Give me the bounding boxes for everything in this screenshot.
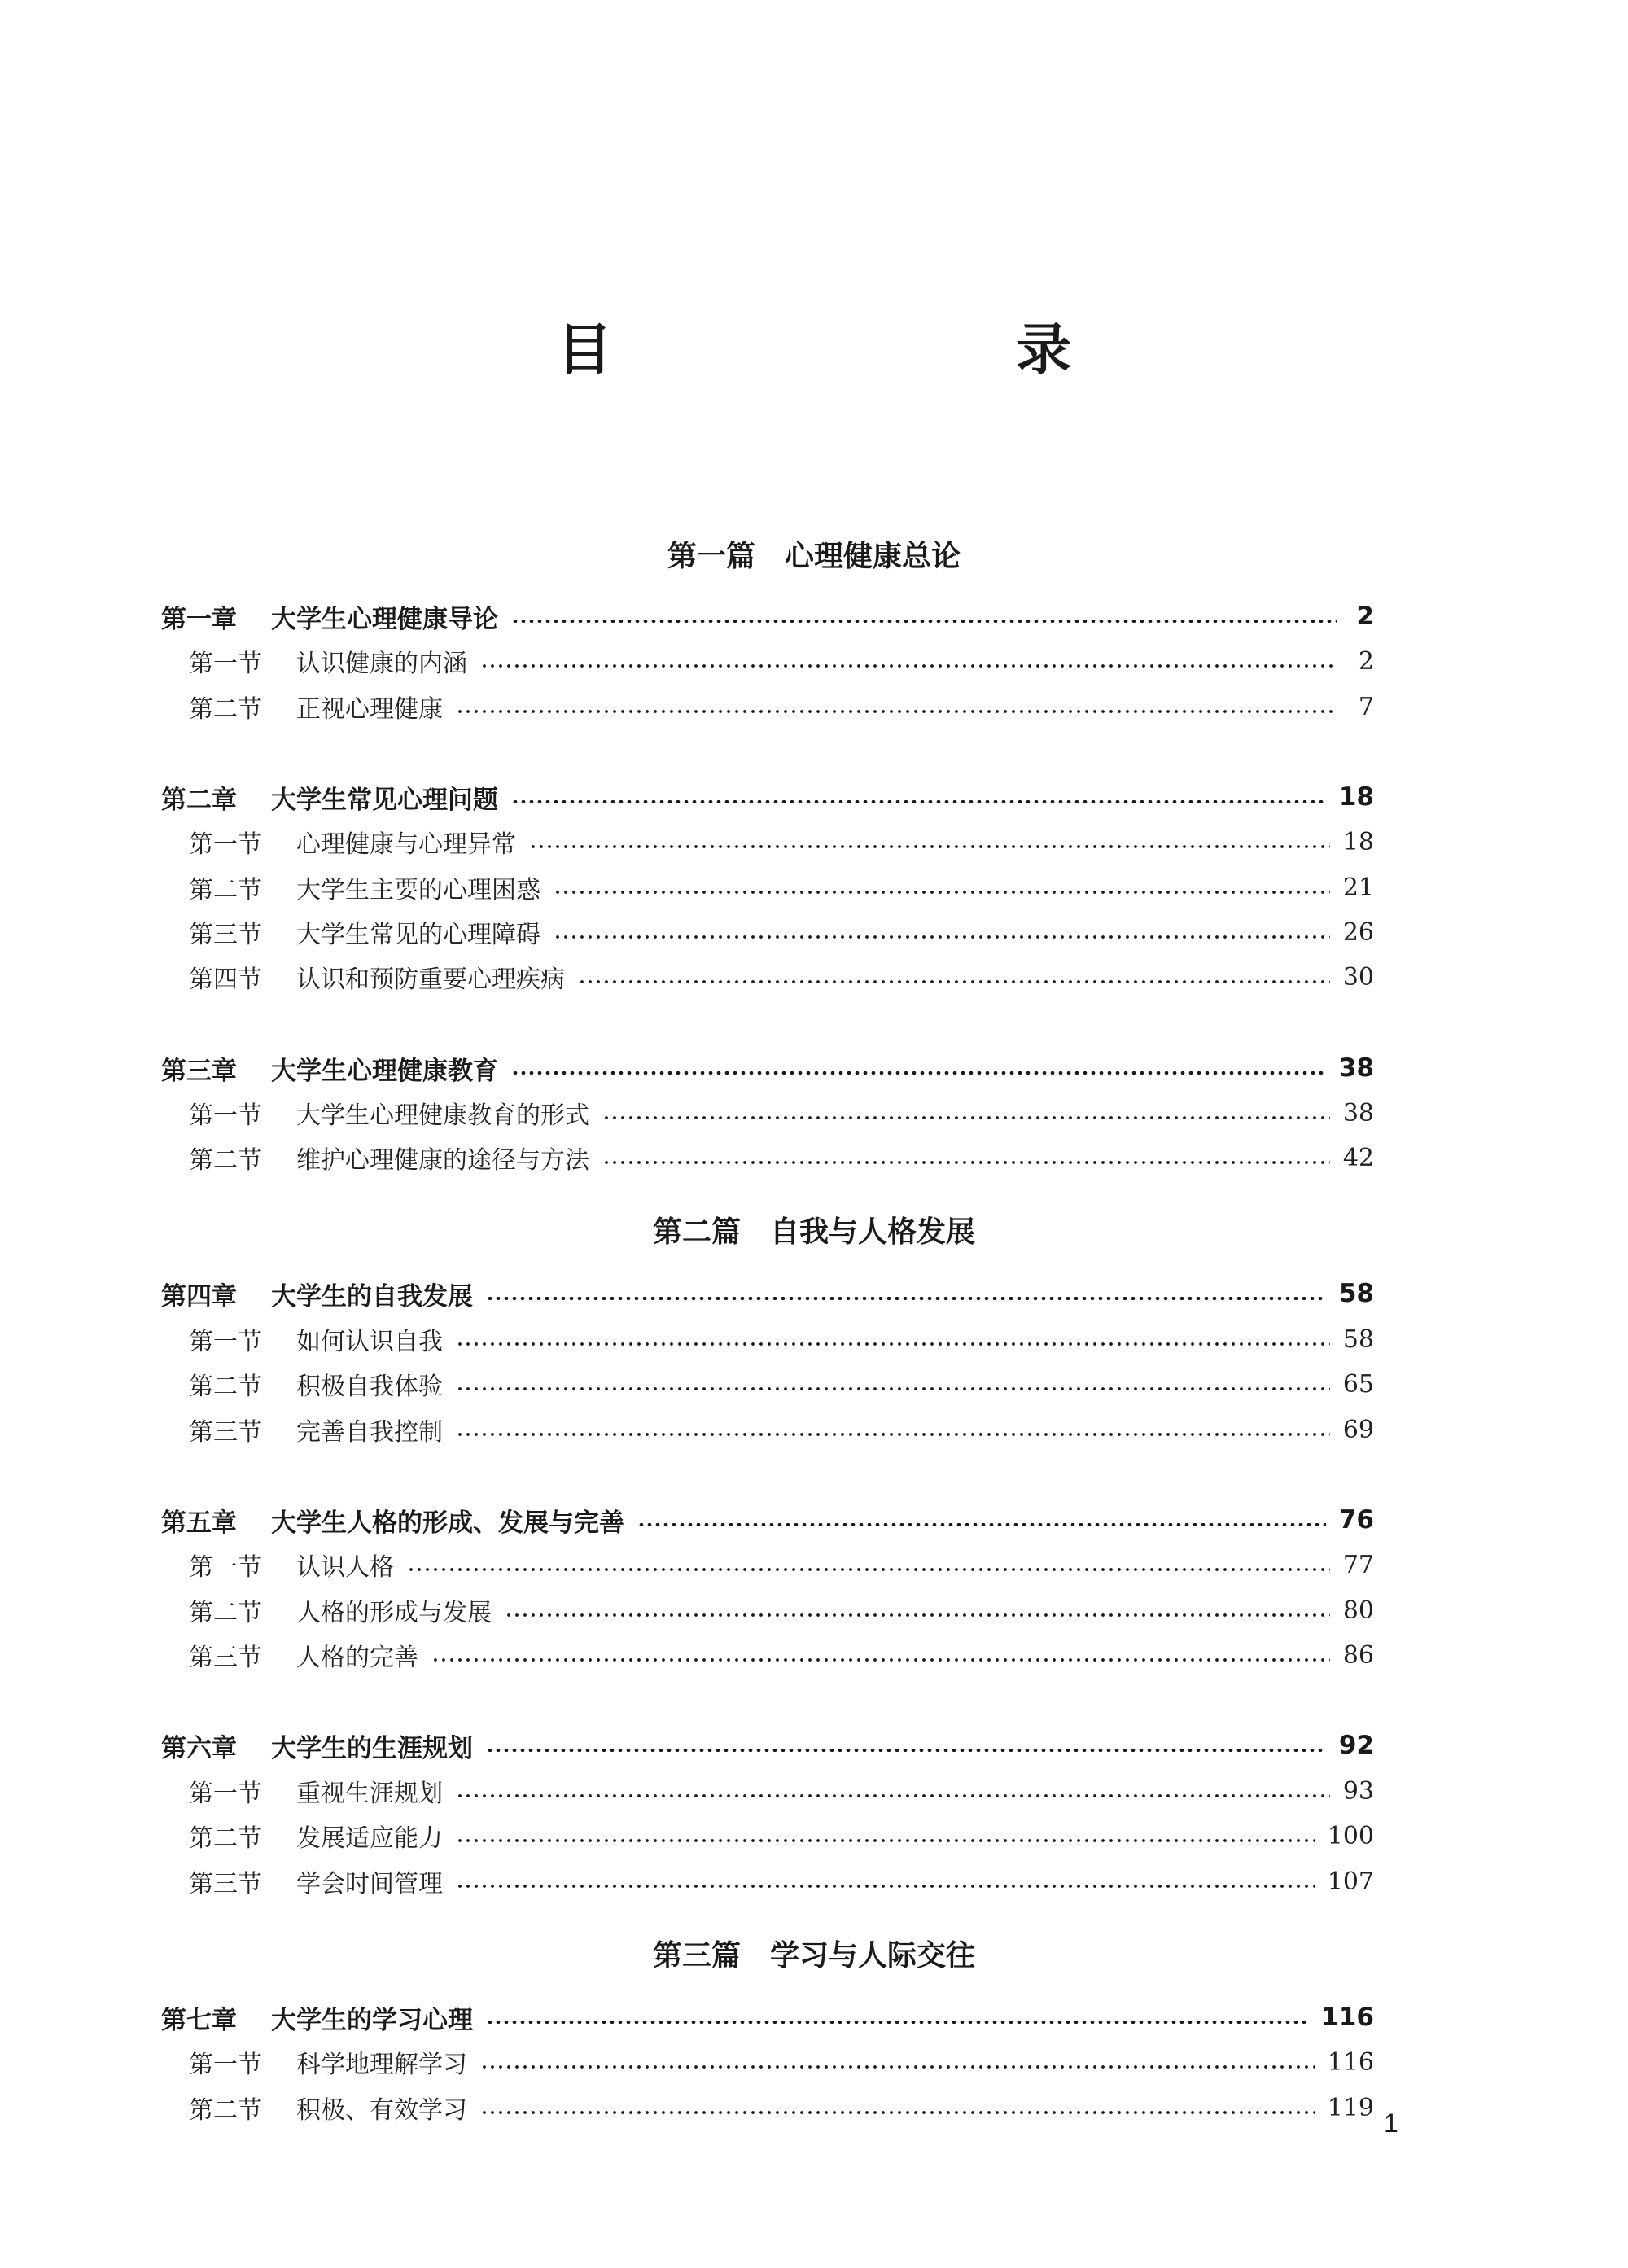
chapter-number: 第二章 xyxy=(161,785,237,815)
page-ref: 100 xyxy=(1327,1821,1374,1850)
dot-leader xyxy=(480,664,1337,668)
toc-chapter-entry[interactable] xyxy=(161,1723,1374,1768)
dot-leader xyxy=(637,1523,1326,1526)
dot-leader xyxy=(486,1297,1326,1300)
toc-chapter-entry[interactable] xyxy=(161,593,1374,639)
section-number: 第一节 xyxy=(189,650,262,678)
toc-section-entry[interactable] xyxy=(189,1090,1374,1136)
section-title: 心理健康与心理异常 xyxy=(296,830,516,859)
dot-leader xyxy=(407,1568,1330,1571)
chapter-number: 第六章 xyxy=(161,1733,237,1763)
page-ref: 119 xyxy=(1327,2093,1374,2122)
toc-section-entry[interactable] xyxy=(189,1587,1374,1633)
page-ref: 116 xyxy=(1321,2003,1374,2032)
dot-leader xyxy=(480,2111,1315,2114)
section-title: 积极自我体验 xyxy=(296,1373,443,1401)
section-number: 第三节 xyxy=(189,1870,262,1898)
dot-leader xyxy=(456,1342,1330,1346)
chapter-title: 大学生心理健康教育 xyxy=(271,1056,498,1086)
section-title: 科学地理解学习 xyxy=(296,2051,467,2079)
section-number: 第一节 xyxy=(189,1328,262,1356)
toc-section-entry[interactable] xyxy=(189,909,1374,955)
toc-section-entry[interactable] xyxy=(189,684,1374,729)
dot-leader xyxy=(486,2021,1308,2024)
section-title: 学会时间管理 xyxy=(296,1870,443,1898)
dot-leader xyxy=(578,980,1330,983)
part-heading: 第三篇 学习与人际交往 xyxy=(652,1939,975,1972)
dot-leader xyxy=(431,1658,1330,1662)
section-title: 完善自我控制 xyxy=(296,1418,443,1447)
dot-leader xyxy=(511,1071,1326,1075)
page-ref: 69 xyxy=(1342,1415,1374,1444)
page-ref: 38 xyxy=(1338,1053,1374,1083)
dot-leader xyxy=(511,620,1337,623)
dot-leader xyxy=(480,2065,1315,2069)
section-title: 大学生常见的心理障碍 xyxy=(296,921,540,949)
section-number: 第一节 xyxy=(189,1780,262,1808)
page-ref: 26 xyxy=(1342,917,1374,947)
page-ref: 77 xyxy=(1342,1550,1374,1579)
toc-section-entry[interactable] xyxy=(189,1407,1374,1452)
page-ref: 65 xyxy=(1342,1369,1374,1399)
dot-leader xyxy=(456,1433,1330,1436)
toc-section-entry[interactable] xyxy=(189,865,1374,910)
section-number: 第二节 xyxy=(189,1599,262,1627)
dot-leader xyxy=(602,1161,1330,1164)
section-title: 人格的完善 xyxy=(296,1644,418,1672)
page-ref: 93 xyxy=(1342,1776,1374,1806)
page-ref: 21 xyxy=(1342,873,1374,902)
page-ref: 42 xyxy=(1342,1143,1374,1172)
chapter-title: 大学生常见心理问题 xyxy=(271,785,498,815)
dot-leader xyxy=(456,1387,1330,1390)
section-number: 第二节 xyxy=(189,1373,262,1401)
toc-chapter-entry[interactable] xyxy=(161,774,1374,820)
chapter-number: 第七章 xyxy=(161,2005,237,2035)
page-title: 目 录 xyxy=(556,317,1169,383)
section-number: 第二节 xyxy=(189,876,262,904)
chapter-number: 第一章 xyxy=(161,604,237,634)
chapter-number: 第四章 xyxy=(161,1281,237,1311)
section-title: 发展适应能力 xyxy=(296,1824,443,1853)
page-ref: 80 xyxy=(1342,1596,1374,1625)
dot-leader xyxy=(505,1613,1330,1617)
section-number: 第二节 xyxy=(189,1824,262,1853)
toc-section-entry[interactable] xyxy=(189,2085,1374,2130)
toc-chapter-entry[interactable] xyxy=(161,1045,1374,1091)
section-title: 如何认识自我 xyxy=(296,1328,443,1356)
toc-section-entry[interactable] xyxy=(189,1135,1374,1180)
section-title: 维护心理健康的途径与方法 xyxy=(296,1146,589,1175)
chapter-number: 第三章 xyxy=(161,1056,237,1086)
page-ref: 76 xyxy=(1338,1505,1374,1535)
page-ref: 58 xyxy=(1342,1324,1374,1354)
section-number: 第三节 xyxy=(189,1644,262,1672)
section-title: 人格的形成与发展 xyxy=(296,1599,492,1627)
section-number: 第四节 xyxy=(189,965,262,994)
section-title: 积极、有效学习 xyxy=(296,2096,467,2125)
section-number: 第一节 xyxy=(189,1553,262,1582)
dot-leader xyxy=(511,800,1326,803)
section-title: 认识人格 xyxy=(296,1553,394,1582)
section-title: 认识健康的内涵 xyxy=(296,650,467,678)
toc-section-entry[interactable] xyxy=(189,2039,1374,2085)
page-ref: 30 xyxy=(1342,962,1374,992)
section-title: 大学生主要的心理困惑 xyxy=(296,876,540,904)
dot-leader xyxy=(456,1885,1315,1888)
dot-leader xyxy=(554,891,1330,894)
toc-section-entry[interactable] xyxy=(189,1632,1374,1678)
page-number: 1 xyxy=(1384,2108,1398,2138)
page-ref: 92 xyxy=(1338,1731,1374,1760)
toc-section-entry[interactable] xyxy=(189,1361,1374,1407)
section-title: 大学生心理健康教育的形式 xyxy=(296,1101,589,1130)
dot-leader xyxy=(486,1749,1326,1752)
page-ref: 7 xyxy=(1358,692,1374,721)
page-ref: 18 xyxy=(1342,827,1374,856)
toc-chapter-entry[interactable] xyxy=(161,1271,1374,1316)
section-number: 第二节 xyxy=(189,695,262,724)
page-ref: 2 xyxy=(1358,646,1374,676)
toc-chapter-entry[interactable] xyxy=(161,1497,1374,1543)
part-heading: 第一篇 心理健康总论 xyxy=(667,540,961,573)
toc-section-entry[interactable] xyxy=(189,819,1374,865)
page-ref: 86 xyxy=(1342,1640,1374,1670)
page-ref: 116 xyxy=(1327,2047,1374,2077)
toc-section-entry[interactable] xyxy=(189,1859,1374,1904)
dot-leader xyxy=(456,1839,1315,1842)
dot-leader xyxy=(602,1116,1330,1119)
page-ref: 107 xyxy=(1327,1867,1374,1896)
chapter-title: 大学生心理健康导论 xyxy=(271,604,498,634)
toc-section-entry[interactable] xyxy=(189,1768,1374,1814)
toc-section-entry[interactable] xyxy=(189,638,1374,684)
page-ref: 2 xyxy=(1356,602,1374,631)
chapter-number: 第五章 xyxy=(161,1508,237,1538)
section-title: 重视生涯规划 xyxy=(296,1780,443,1808)
chapter-title: 大学生的自我发展 xyxy=(271,1281,473,1311)
dot-leader xyxy=(456,710,1337,713)
section-number: 第一节 xyxy=(189,830,262,859)
section-number: 第一节 xyxy=(189,1101,262,1130)
section-number: 第二节 xyxy=(189,1146,262,1175)
page-ref: 58 xyxy=(1338,1279,1374,1308)
section-number: 第三节 xyxy=(189,921,262,949)
section-title: 正视心理健康 xyxy=(296,695,443,724)
page-ref: 38 xyxy=(1342,1098,1374,1127)
chapter-title: 大学生的学习心理 xyxy=(271,2005,473,2035)
section-number: 第三节 xyxy=(189,1418,262,1447)
chapter-title: 大学生人格的形成、发展与完善 xyxy=(271,1508,624,1538)
chapter-title: 大学生的生涯规划 xyxy=(271,1733,473,1763)
toc-section-entry[interactable] xyxy=(189,1813,1374,1859)
section-number: 第一节 xyxy=(189,2051,262,2079)
section-title: 认识和预防重要心理疾病 xyxy=(296,965,565,994)
toc-section-entry[interactable] xyxy=(189,1542,1374,1587)
section-number: 第二节 xyxy=(189,2096,262,2125)
toc-section-entry[interactable] xyxy=(189,1316,1374,1362)
toc-chapter-entry[interactable] xyxy=(161,1994,1374,2040)
dot-leader xyxy=(456,1794,1330,1797)
dot-leader xyxy=(554,935,1330,939)
page-ref: 18 xyxy=(1338,782,1374,812)
part-heading: 第二篇 自我与人格发展 xyxy=(652,1215,975,1249)
toc-section-entry[interactable] xyxy=(189,954,1374,1000)
dot-leader xyxy=(529,845,1330,848)
